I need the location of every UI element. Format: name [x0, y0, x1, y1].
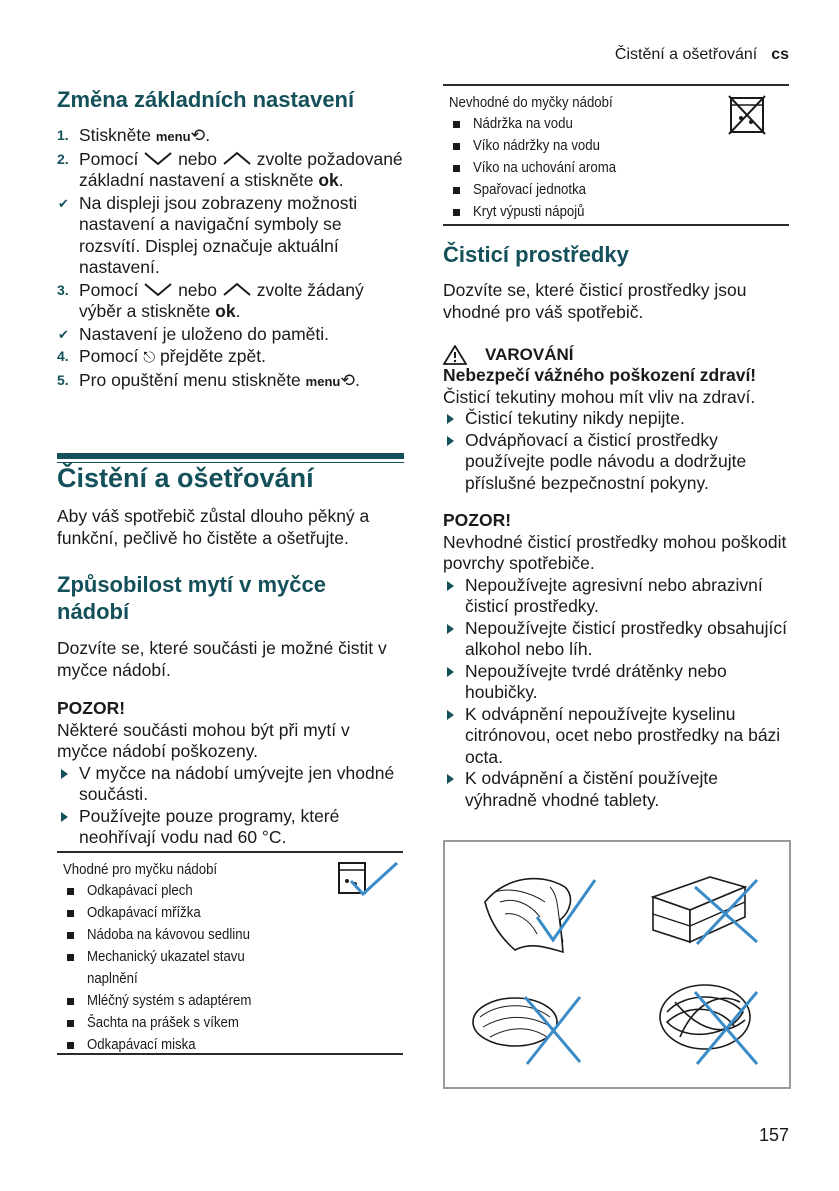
cleaning-heading: Čistění a ošetřování — [57, 463, 314, 493]
step-text: Pomocí — [79, 148, 144, 169]
list-item: Víko nádržky na vodu — [449, 135, 789, 157]
step-text-end: přejděte zpět. — [155, 346, 266, 366]
pozor-label: POZOR! — [443, 510, 512, 530]
warning-triangle-icon — [443, 345, 467, 365]
section-rule — [57, 453, 404, 459]
checkmark-icon: ✔ — [58, 326, 69, 342]
bullet-triangle-icon — [61, 812, 68, 822]
warning-title-row — [443, 345, 789, 365]
dishwasher-heading: Způsobilost mytí v myčce nádobí — [57, 572, 326, 624]
step-1 — [57, 125, 404, 148]
list-item: Odkapávací plech — [63, 880, 403, 902]
step-2 — [57, 149, 404, 192]
bullet-triangle-icon — [447, 581, 454, 591]
bullet-text: Používejte pouze programy, které neohřívají vodu nad 60 °C. — [79, 805, 340, 847]
dishwasher-intro: Dozvíte se, které součásti je možné čistit v myčce nádobí. — [57, 638, 387, 680]
step-4 — [57, 346, 404, 369]
dishwasher-suitable-box — [57, 851, 403, 1055]
step-text-end: . — [338, 170, 344, 190]
pozor-bullet — [443, 575, 789, 618]
menu-key: menu — [155, 129, 191, 144]
step-text-mid: nebo — [173, 148, 222, 169]
pozor-bullet — [443, 768, 789, 811]
agents-heading: Čisticí prostředky — [443, 242, 629, 267]
chevron-down-icon — [143, 150, 173, 166]
not-dishwasher-safe-icon — [725, 92, 769, 136]
left-column — [57, 86, 404, 393]
bullet-triangle-icon — [447, 710, 454, 720]
cleaning-intro: Aby váš spotřebič zůstal dlouho pěkný a funkční, pečlivě ho čistěte a ošetřujte. — [57, 506, 370, 548]
warning-text: Čisticí tekutiny mohou mít vliv na zdraví. — [443, 386, 756, 407]
warning-subtitle: Nebezpečí vážného poškození zdraví! — [443, 365, 757, 385]
bullet-text: Nepoužívejte čisticí prostředky obsahující alkohol nebo líh. — [465, 617, 787, 659]
step-text: Pro opuštění menu stiskněte — [79, 369, 306, 390]
step-text: Stiskněte — [79, 125, 156, 145]
warning-bullet — [443, 408, 789, 430]
step-number: 4. — [57, 348, 69, 364]
running-header — [615, 46, 789, 64]
pozor-bullet — [443, 618, 789, 661]
settings-steps — [57, 125, 404, 392]
step-text-post: zvolte požadované základní nastavení a stiskněte — [79, 148, 403, 190]
list-item: Nádoba na kávovou sedlinu — [63, 924, 403, 946]
bullet-text: Nepoužívejte tvrdé drátěnky nebo houbičky. — [465, 660, 727, 702]
chevron-up-icon — [222, 150, 252, 166]
menu-key: menu — [305, 373, 341, 389]
pozor-bullet — [57, 763, 404, 806]
pozor-label: POZOR! — [57, 698, 126, 718]
warning-label: VAROVÁNÍ — [485, 345, 574, 364]
menu-key-icon: ⟲ — [340, 369, 355, 390]
list-item: Víko na uchování aroma — [449, 157, 789, 179]
agents-intro: Dozvíte se, které čisticí prostředky jsou vhodné pro váš spotřebič. — [443, 280, 747, 322]
list-item: Šachta na prášek s víkem — [63, 1012, 403, 1034]
step-text-mid: nebo — [173, 279, 222, 300]
list-item: Mechanický ukazatel stavu — [63, 946, 403, 968]
step-number: 5. — [57, 371, 69, 388]
list-item: Kryt výpusti nápojů — [449, 201, 789, 223]
settings-heading: Změna základních nastavení — [57, 87, 355, 112]
bullet-text: Čisticí tekutiny nikdy nepijte. — [465, 408, 685, 428]
step-number: 3. — [57, 281, 69, 298]
bullet-triangle-icon — [447, 774, 454, 784]
pozor-bullet — [443, 661, 789, 704]
step-text: Pomocí — [79, 346, 144, 366]
list-item: Spařovací jednotka — [449, 179, 789, 201]
suitable-list — [63, 880, 403, 1056]
chevron-up-icon — [222, 281, 252, 297]
bullet-triangle-icon — [61, 769, 68, 779]
soft-cloth-icon — [485, 879, 570, 952]
suitable-box-title: Vhodné pro myčku nádobí — [63, 861, 218, 878]
list-item-continuation: naplnění — [87, 970, 138, 987]
bullet-text: K odvápnění a čistění používejte výhradně vhodné tablety. — [465, 768, 718, 810]
step-text-end: . — [355, 369, 360, 390]
list-item: Odkapávací miska — [63, 1034, 403, 1056]
step-number: 1. — [57, 127, 69, 143]
ok-key: ok — [318, 170, 339, 190]
step-number: 2. — [57, 150, 69, 167]
step-check-2 — [57, 324, 404, 346]
unsuitable-box-title: Nevhodné do myčky nádobí — [449, 94, 613, 111]
dishwasher-unsuitable-box — [443, 84, 789, 226]
step-text: Pomocí — [79, 279, 144, 300]
right-column — [443, 241, 789, 811]
bullet-text: Nepoužívejte agresivní nebo abrazivní čisticí prostředky. — [465, 574, 763, 616]
page-number: 157 — [758, 1125, 789, 1145]
pozor-text: Některé součásti mohou být při mytí v myčce nádobí poškozeny. — [57, 719, 350, 761]
bullet-triangle-icon — [447, 414, 454, 424]
list-item: Odkapávací mřížka — [63, 902, 403, 924]
warning-bullet — [443, 430, 789, 495]
chevron-down-icon — [143, 281, 173, 297]
header-lang: cs — [771, 46, 789, 63]
menu-key-icon: ⟲ — [190, 125, 206, 145]
step-3 — [57, 280, 404, 323]
step-text-end: . — [205, 125, 211, 145]
checkmark-icon: ✔ — [58, 195, 69, 211]
bullet-text: K odvápnění nepoužívejte kyselinu citrónovou, ocet nebo prostředky na bázi octa. — [465, 703, 781, 767]
cleaning-tools-drawing — [445, 842, 789, 1087]
step-text-end: . — [235, 301, 241, 321]
step-check-1 — [57, 193, 404, 279]
cleaning-tools-illustration — [443, 840, 791, 1089]
pozor-bullets — [57, 763, 404, 849]
step-5 — [57, 370, 404, 393]
bullet-triangle-icon — [447, 436, 454, 446]
ok-key: ok — [215, 301, 236, 321]
pozor-bullets — [443, 575, 789, 812]
list-item: Mléčný systém s adaptérem — [63, 990, 403, 1012]
pozor-bullet — [443, 704, 789, 769]
back-icon: ⎋ — [143, 349, 156, 366]
dishwasher-safe-icon — [337, 859, 401, 899]
step-result: Nastavení je uloženo do paměti. — [79, 323, 330, 344]
cleaning-section — [57, 462, 404, 849]
bullet-text: Odvápňovací a čisticí prostředky používejte podle návodu a dodržujte příslušné bezpečnostní pokyny. — [465, 429, 747, 493]
step-text-post: zvolte žádaný výběr a stiskněte — [79, 279, 364, 321]
bullet-text: V myčce na nádobí umývejte jen vhodné součásti. — [79, 762, 395, 804]
pozor-bullet — [57, 806, 404, 849]
bullet-triangle-icon — [447, 624, 454, 634]
warning-bullets — [443, 408, 789, 494]
step-result: Na displeji jsou zobrazeny možnosti nastavení a navigační symboly se rozsvítí. Displej označuje aktuální nastavení. — [79, 192, 358, 277]
list-item: Nádržka na vodu — [449, 113, 789, 135]
pozor-text: Nevhodné čisticí prostředky mohou poškodit povrchy spotřebiče. — [443, 531, 787, 573]
bullet-triangle-icon — [447, 667, 454, 677]
header-section: Čistění a ošetřování — [614, 46, 758, 63]
